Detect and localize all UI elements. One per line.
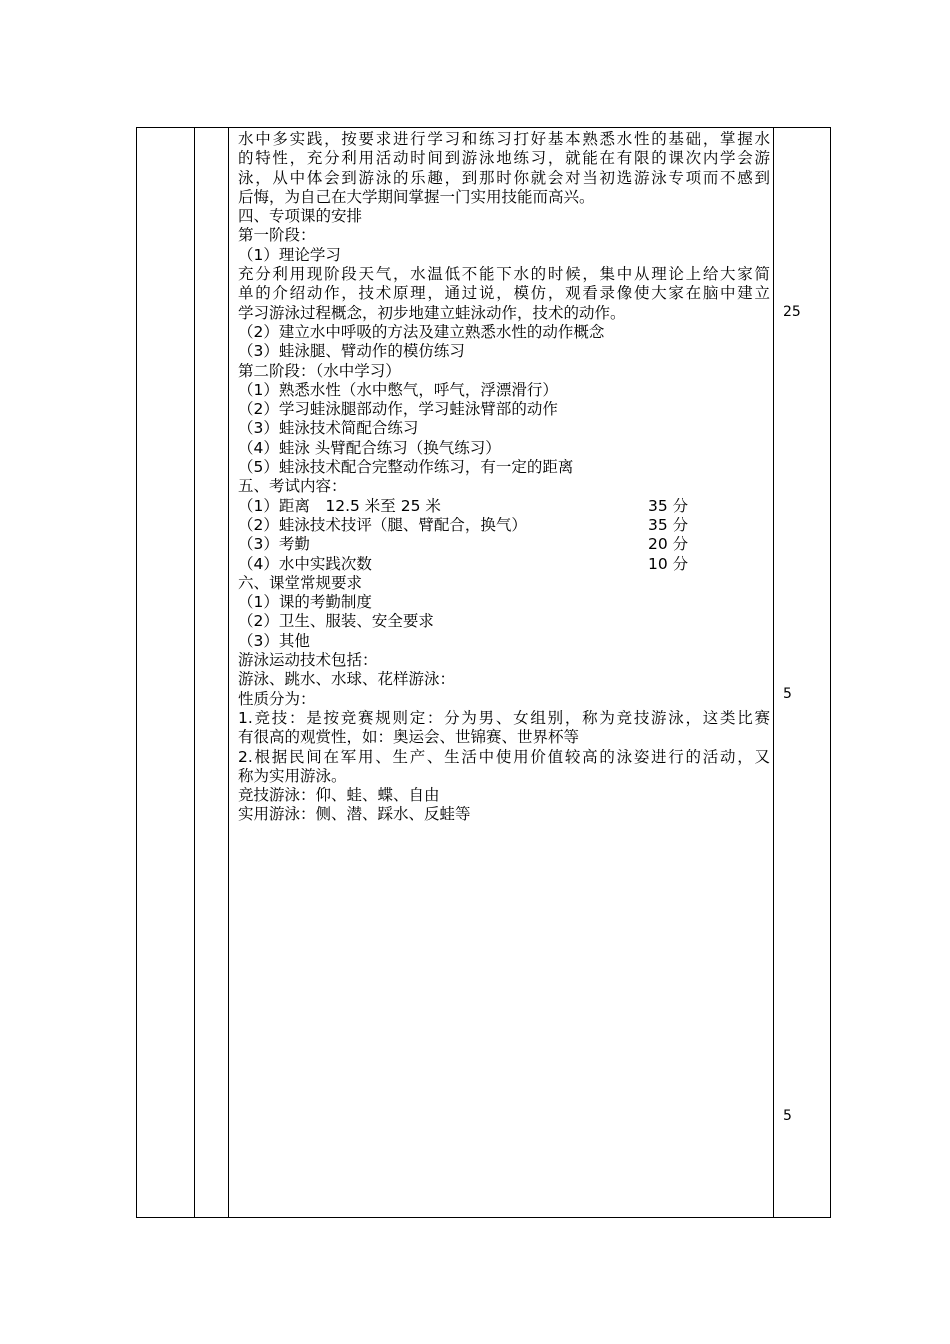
exam-item-score: 35 分 (648, 496, 689, 515)
text-line: 竞技游泳：仰、蛙、蝶、自由 (238, 786, 440, 805)
exam-item-label: （4）水中实践次数 (238, 554, 372, 573)
text-line: 充分利用现阶段天气，水温低不能下水的时候，集中从理论上给大家简 (238, 265, 770, 284)
text-line: （4）蛙泳 头臂配合练习（换气练习） (238, 438, 501, 457)
text-line: 实用游泳：侧、潜、踩水、反蛙等 (238, 805, 471, 824)
text-line: （2）学习蛙泳腿部动作，学习蛙泳臂部的动作 (238, 400, 558, 419)
column-divider (194, 128, 195, 1217)
text-line: 游泳、跳水、水球、花样游泳： (238, 670, 456, 689)
text-line: 水中多实践，按要求进行学习和练习打好基本熟悉水性的基础，掌握水 (238, 130, 770, 148)
exam-item-score: 20 分 (648, 535, 689, 554)
section-heading: 五、考试内容： (238, 477, 347, 496)
column-divider (228, 128, 229, 1217)
lesson-table (136, 127, 831, 1218)
exam-item (238, 497, 770, 516)
exam-item-label: （3）考勤 (238, 535, 310, 554)
text-line: 有很高的观赏性，如：奥运会、世锦赛、世界杯等 (238, 728, 580, 747)
text-line: 2.根据民间在军用、生产、生活中使用价值较高的泳姿进行的活动，又 (238, 747, 770, 766)
text-line: 泳，从中体会到游泳的乐趣，到那时你就会对当初选游泳专项而不感到 (238, 168, 770, 187)
text-line: 游泳运动技术包括： (238, 651, 378, 670)
exam-item-label: （1）距离 12.5 米至 25 米 (238, 496, 441, 515)
text-line: （3）蛙泳腿、臂动作的模仿练习 (238, 342, 465, 361)
text-line: 的特性，充分利用活动时间到游泳地练习，就能在有限的课次内学会游 (238, 149, 770, 168)
text-line: 1.竞技：是按竞赛规则定：分为男、女组别，称为竞技游泳，这类比赛 (238, 708, 770, 727)
text-line: 第二阶段：（水中学习） (238, 361, 401, 380)
section-heading: 六、课堂常规要求 (238, 573, 363, 592)
text-line: （2）建立水中呼吸的方法及建立熟悉水性的动作概念 (238, 322, 605, 341)
text-line: 第一阶段： (238, 226, 316, 245)
exam-item-score: 35 分 (648, 515, 689, 534)
lesson-content (238, 130, 770, 825)
exam-item (238, 516, 770, 535)
text-line: （1）理论学习 (238, 245, 341, 264)
time-value: 25 (783, 304, 801, 320)
text-line: 单的介绍动作，技术原理，通过说，模仿，观看录像使大家在脑中建立 (238, 284, 770, 303)
time-value: 5 (783, 1108, 792, 1124)
time-value: 5 (783, 686, 792, 702)
text-line: （3）蛙泳技术简配合练习 (238, 419, 419, 438)
text-line: 称为实用游泳。 (238, 766, 347, 785)
text-line: （1）熟悉水性（水中憋气，呼气，浮漂滑行） (238, 380, 558, 399)
text-line: 后悔，为自己在大学期间掌握一门实用技能而高兴。 (238, 187, 595, 206)
text-line: （5）蛙泳技术配合完整动作练习，有一定的距离 (238, 458, 574, 477)
column-divider (773, 128, 774, 1217)
text-line: 学习游泳过程概念，初步地建立蛙泳动作，技术的动作。 (238, 303, 626, 322)
exam-item-label: （2）蛙泳技术技评（腿、臂配合，换气） (238, 515, 527, 534)
text-line: （2）卫生、服装、安全要求 (238, 612, 434, 631)
exam-item (238, 555, 770, 574)
exam-item (238, 535, 770, 554)
exam-item-score: 10 分 (648, 554, 689, 573)
text-line: 性质分为： (238, 689, 316, 708)
section-heading: 四、专项课的安排 (238, 207, 363, 226)
text-line: （1）课的考勤制度 (238, 593, 372, 612)
text-line: （3）其他 (238, 631, 310, 650)
